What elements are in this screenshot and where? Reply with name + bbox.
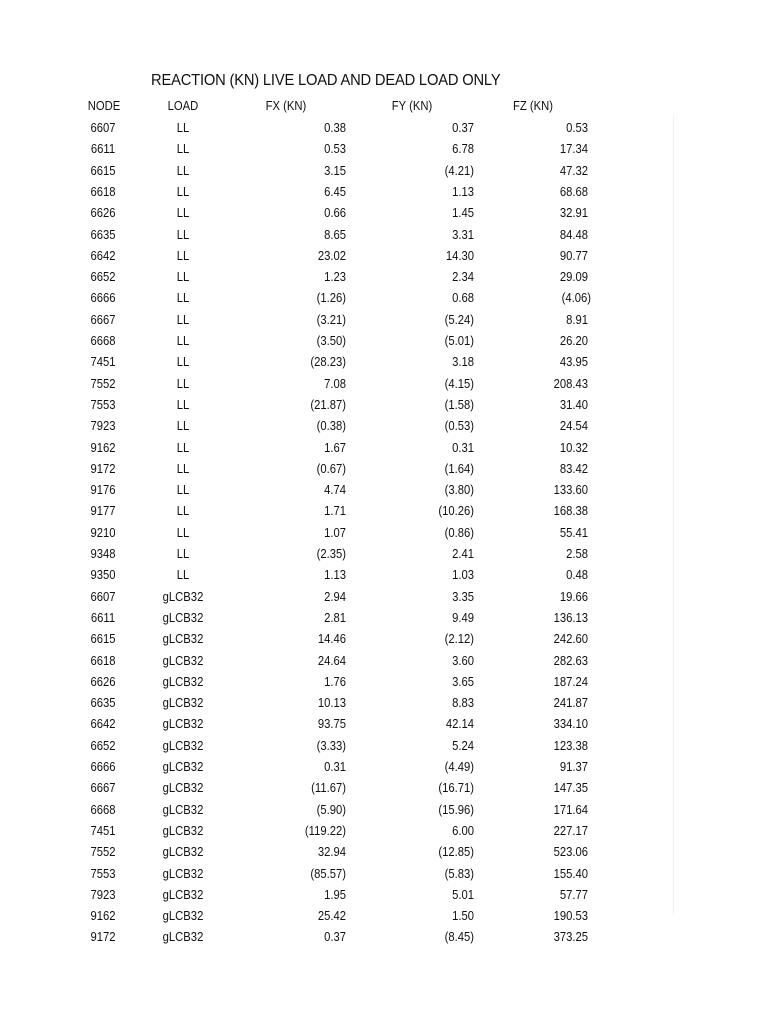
cell-fx: (1.26) (316, 291, 346, 306)
cell-fy: (4.15) (444, 376, 474, 391)
cell-fy: 0.31 (452, 440, 474, 455)
cell-fx: (3.50) (316, 334, 346, 348)
cell-fy: (4.21) (444, 163, 474, 178)
cell-fy: (10.26) (438, 504, 474, 519)
table-row (0, 202, 768, 223)
cell-fx: 1.76 (324, 674, 346, 689)
header-load: LOAD (167, 99, 199, 113)
cell-load: LL (176, 291, 190, 306)
table-row (0, 628, 768, 649)
cell-fz: 190.53 (553, 909, 588, 924)
cell-fy: 6.78 (452, 142, 474, 157)
cell-node: 6668 (90, 334, 116, 348)
cell-load: LL (176, 376, 190, 391)
cell-fy: (5.24) (444, 312, 474, 327)
cell-fx: (3.33) (316, 738, 346, 753)
cell-node: 7552 (90, 845, 116, 860)
cell-node: 6611 (90, 142, 116, 157)
cell-load: LL (176, 419, 190, 434)
cell-fx: 1.67 (324, 440, 346, 455)
cell-node: 6611 (90, 610, 116, 625)
cell-fy: (16.71) (438, 781, 474, 796)
table-row (0, 522, 768, 543)
cell-fx: 1.71 (324, 504, 346, 519)
cell-load: LL (176, 355, 190, 370)
cell-fy: 5.01 (452, 887, 474, 902)
table-row (0, 650, 768, 671)
cell-node: 9162 (90, 909, 116, 924)
cell-load: gLCB32 (162, 802, 204, 817)
cell-load: LL (176, 461, 190, 476)
cell-fy: (12.85) (438, 845, 474, 860)
cell-fx: (3.21) (316, 312, 346, 327)
cell-load: LL (176, 525, 190, 540)
cell-fx: 0.66 (324, 206, 346, 221)
cell-node: 6667 (90, 781, 116, 796)
cell-load: gLCB32 (162, 887, 204, 902)
cell-fy: (4.49) (444, 760, 474, 774)
table-row (0, 479, 768, 500)
cell-fx: 8.65 (324, 227, 346, 242)
cell-fz: 136.13 (553, 610, 588, 625)
cell-load: LL (176, 312, 190, 327)
cell-fz: 123.38 (553, 738, 588, 753)
table-row (0, 330, 768, 351)
cell-node: 6615 (90, 632, 116, 647)
cell-fy: (1.64) (444, 461, 474, 476)
cell-fy: 1.45 (452, 206, 474, 221)
cell-fy: 1.13 (452, 184, 474, 199)
cell-fy: (15.96) (438, 802, 474, 817)
cell-node: 6615 (90, 163, 116, 178)
cell-fy: 1.50 (452, 909, 474, 924)
cell-fz: 0.48 (566, 568, 588, 583)
cell-fz: 26.20 (559, 334, 588, 348)
cell-node: 6642 (90, 248, 116, 263)
table-row (0, 564, 768, 585)
cell-fx: (28.23) (310, 355, 346, 370)
cell-load: LL (176, 270, 190, 285)
cell-fx: (0.38) (316, 419, 346, 434)
table-row (0, 224, 768, 245)
cell-node: 9176 (90, 483, 116, 498)
cell-fz: 171.64 (553, 802, 588, 817)
cell-fx: (2.35) (316, 547, 346, 561)
cell-fy: 9.49 (452, 610, 474, 625)
cell-load: gLCB32 (162, 760, 204, 774)
cell-node: 9172 (90, 461, 116, 476)
table-row (0, 245, 768, 266)
table-row (0, 863, 768, 884)
cell-fy: (3.80) (444, 483, 474, 498)
table-title: REACTION (KN) LIVE LOAD AND DEAD LOAD ONLY (151, 72, 501, 89)
cell-fz: 83.42 (559, 461, 588, 476)
table-row (0, 735, 768, 756)
table-row (0, 671, 768, 692)
cell-fx: (11.67) (311, 781, 346, 796)
cell-load: gLCB32 (162, 823, 204, 838)
cell-fz: 155.40 (553, 866, 588, 881)
cell-fz: (4.06) (561, 291, 591, 306)
table-row (0, 117, 768, 138)
cell-fx: (5.90) (316, 802, 346, 817)
table-row (0, 394, 768, 415)
cell-fz: 334.10 (553, 717, 588, 732)
cell-load: LL (176, 483, 190, 498)
cell-fz: 91.37 (559, 760, 588, 774)
cell-node: 9210 (90, 525, 116, 540)
cell-fz: 29.09 (559, 270, 588, 285)
cell-node: 6635 (90, 696, 116, 711)
table-row (0, 756, 768, 777)
cell-fz: 47.32 (559, 163, 588, 178)
cell-fy: 14.30 (445, 248, 474, 263)
cell-fx: 0.31 (324, 760, 346, 774)
cell-node: 6626 (90, 674, 116, 689)
cell-fy: 8.83 (452, 696, 474, 711)
cell-fz: 32.91 (559, 206, 588, 221)
cell-node: 6652 (90, 270, 116, 285)
cell-load: gLCB32 (162, 674, 204, 689)
cell-node: 6642 (90, 717, 116, 732)
cell-fy: (8.45) (444, 930, 474, 945)
cell-load: LL (176, 334, 190, 348)
cell-fz: 168.38 (553, 504, 588, 519)
cell-fy: 0.68 (452, 291, 474, 306)
cell-fx: 2.81 (324, 610, 346, 625)
table-row (0, 926, 768, 947)
cell-node: 6618 (90, 184, 116, 199)
table-row (0, 458, 768, 479)
cell-node: 6666 (90, 760, 116, 774)
cell-fz: 373.25 (553, 930, 588, 945)
page-edge-divider (673, 115, 674, 915)
cell-fy: (0.86) (444, 525, 474, 540)
cell-fx: (21.87) (310, 397, 346, 412)
cell-fx: 25.42 (317, 909, 346, 924)
cell-node: 6635 (90, 227, 116, 242)
cell-fx: 14.46 (317, 632, 346, 647)
cell-load: gLCB32 (162, 696, 204, 711)
table-row (0, 884, 768, 905)
cell-node: 7923 (90, 887, 116, 902)
cell-node: 9172 (90, 930, 116, 945)
cell-fz: 57.77 (559, 887, 588, 902)
cell-fy: 0.37 (452, 121, 474, 135)
table-row (0, 777, 768, 798)
cell-fz: 282.63 (553, 653, 588, 668)
header-node: NODE (87, 99, 121, 113)
cell-load: LL (176, 227, 190, 242)
cell-fx: (85.57) (310, 866, 346, 881)
table-row (0, 287, 768, 308)
table-row (0, 138, 768, 159)
cell-node: 6626 (90, 206, 116, 221)
cell-fx: 2.94 (324, 589, 346, 604)
cell-fz: 43.95 (559, 355, 588, 370)
cell-node: 9177 (90, 504, 116, 519)
cell-fx: 1.95 (324, 887, 346, 902)
cell-fy: 6.00 (452, 823, 474, 838)
table-row (0, 351, 768, 372)
cell-fz: 241.87 (553, 696, 588, 711)
cell-node: 9350 (90, 568, 116, 583)
table-row (0, 266, 768, 287)
cell-fy: 3.60 (452, 653, 474, 668)
cell-load: LL (176, 397, 190, 412)
cell-fz: 133.60 (553, 483, 588, 498)
cell-node: 7552 (90, 376, 116, 391)
cell-fx: 93.75 (317, 717, 346, 732)
table-row (0, 820, 768, 841)
table-row (0, 841, 768, 862)
cell-fx: 32.94 (317, 845, 346, 860)
table-row (0, 373, 768, 394)
cell-fx: 1.23 (324, 270, 346, 285)
cell-load: gLCB32 (162, 610, 204, 625)
cell-fz: 187.24 (553, 674, 588, 689)
cell-fx: 0.38 (324, 121, 346, 135)
cell-fx: 10.13 (317, 696, 346, 711)
cell-fz: 147.35 (553, 781, 588, 796)
cell-node: 9348 (90, 547, 116, 561)
cell-fx: 6.45 (324, 184, 346, 199)
cell-fz: 2.58 (566, 547, 588, 561)
cell-fz: 0.53 (566, 121, 588, 135)
cell-fy: 3.35 (452, 589, 474, 604)
table-row (0, 586, 768, 607)
cell-load: gLCB32 (162, 632, 204, 647)
cell-node: 6618 (90, 653, 116, 668)
cell-load: gLCB32 (162, 909, 204, 924)
cell-fy: 5.24 (452, 738, 474, 753)
cell-fz: 523.06 (553, 845, 588, 860)
cell-load: LL (176, 142, 190, 157)
cell-load: LL (176, 504, 190, 519)
cell-fz: 84.48 (559, 227, 588, 242)
table-row (0, 543, 768, 564)
cell-fy: (5.01) (444, 334, 474, 348)
header-fz: FZ (KN) (513, 99, 553, 113)
cell-node: 7553 (90, 866, 116, 881)
cell-fx: (119.22) (304, 823, 346, 838)
cell-fy: 3.18 (452, 355, 474, 370)
cell-load: LL (176, 568, 190, 583)
table-row (0, 799, 768, 820)
cell-fz: 31.40 (559, 397, 588, 412)
cell-fz: 55.41 (559, 525, 588, 540)
cell-fx: 3.15 (324, 163, 346, 178)
table-row (0, 437, 768, 458)
header-fy: FY (KN) (391, 99, 433, 113)
table-row (0, 713, 768, 734)
cell-load: LL (176, 206, 190, 221)
cell-node: 9162 (90, 440, 116, 455)
cell-load: gLCB32 (162, 738, 204, 753)
cell-load: LL (176, 121, 190, 135)
cell-node: 6666 (90, 291, 116, 306)
cell-load: LL (176, 163, 190, 178)
cell-fx: 0.53 (324, 142, 346, 157)
cell-load: LL (176, 184, 190, 199)
cell-fz: 17.34 (559, 142, 588, 157)
cell-fz: 242.60 (553, 632, 588, 647)
cell-fz: 227.17 (553, 823, 588, 838)
cell-fy: 1.03 (452, 568, 474, 583)
header-fx: FX (KN) (265, 99, 307, 113)
cell-fx: 0.37 (324, 930, 346, 945)
cell-node: 7923 (90, 419, 116, 434)
cell-load: LL (176, 248, 190, 263)
cell-load: gLCB32 (162, 717, 204, 732)
cell-load: gLCB32 (162, 866, 204, 881)
cell-fy: (2.12) (444, 632, 474, 647)
table-row (0, 905, 768, 926)
cell-fx: 1.07 (324, 525, 346, 540)
cell-load: gLCB32 (162, 930, 204, 945)
cell-fy: (5.83) (444, 866, 474, 881)
table-row (0, 500, 768, 521)
cell-fy: 42.14 (445, 717, 474, 732)
table-header-row (0, 95, 768, 116)
cell-fy: 2.41 (452, 547, 474, 561)
cell-node: 7451 (90, 823, 116, 838)
cell-fz: 10.32 (559, 440, 588, 455)
cell-fy: (0.53) (444, 419, 474, 434)
cell-load: gLCB32 (162, 781, 204, 796)
cell-fz: 90.77 (559, 248, 588, 263)
cell-fy: 3.65 (452, 674, 474, 689)
cell-fx: 4.74 (324, 483, 346, 498)
cell-node: 7553 (90, 397, 116, 412)
cell-fz: 24.54 (559, 419, 588, 434)
cell-node: 6607 (90, 121, 116, 135)
cell-fz: 68.68 (559, 184, 588, 199)
cell-fx: (0.67) (316, 461, 346, 476)
cell-node: 6667 (90, 312, 116, 327)
cell-fy: (1.58) (444, 397, 474, 412)
table-row (0, 692, 768, 713)
cell-load: gLCB32 (162, 845, 204, 860)
cell-fz: 8.91 (566, 312, 588, 327)
cell-load: LL (176, 547, 190, 561)
cell-fx: 23.02 (317, 248, 346, 263)
table-row (0, 607, 768, 628)
cell-node: 7451 (90, 355, 116, 370)
cell-fy: 2.34 (452, 270, 474, 285)
table-row (0, 415, 768, 436)
cell-node: 6668 (90, 802, 116, 817)
table-row (0, 160, 768, 181)
cell-node: 6607 (90, 589, 116, 604)
table-row (0, 181, 768, 202)
cell-fz: 208.43 (553, 376, 588, 391)
cell-fy: 3.31 (452, 227, 474, 242)
cell-load: gLCB32 (162, 653, 204, 668)
cell-fz: 19.66 (559, 589, 588, 604)
cell-fx: 24.64 (317, 653, 346, 668)
table-row (0, 309, 768, 330)
cell-fx: 1.13 (324, 568, 346, 583)
cell-fx: 7.08 (324, 376, 346, 391)
cell-load: LL (176, 440, 190, 455)
cell-load: gLCB32 (162, 589, 204, 604)
cell-node: 6652 (90, 738, 116, 753)
